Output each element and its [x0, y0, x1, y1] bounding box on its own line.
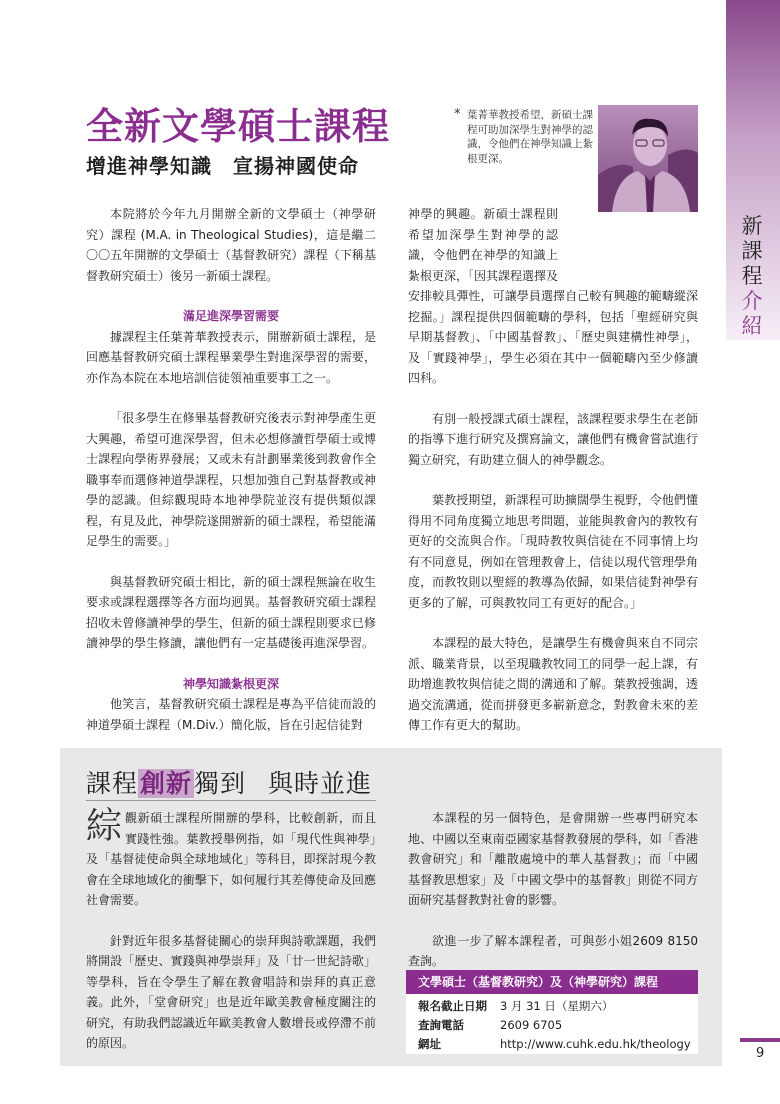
- enquiry-row-deadline: [406, 997, 698, 1016]
- paragraph: 針對近年很多基督徒關心的崇拜與詩歌課題，我們將開設「歷史、實踐與神學崇拜」及「廿一世紀詩歌」等學科，旨在令學生了解在教會唱詩和崇拜的真正意義。此外，「堂會研究」也是近年歐美教會極度關注的研究，有助我們認識近年歐美教會人數增長或停滯不前的原因。: [86, 933, 376, 1050]
- enquiry-label: 查詢電話: [418, 1018, 464, 1032]
- feature-title: [86, 764, 372, 800]
- paragraph: 與基督教研究碩士相比，新的碩士課程無論在收生要求或課程選擇等各方面均迥異。基督教研究碩士課程招收未曾修讀神學的學生，但新的碩士課程則要求已修讀神學的學生修讀，讓他們有一定基礎後再進深學習。: [86, 574, 376, 650]
- portrait-photo: [598, 105, 698, 212]
- article-subtitle: 增進神學知識 宣揚神國使命: [86, 154, 359, 178]
- website-link[interactable]: http://www.cuhk.edu.hk/theology: [500, 1037, 691, 1051]
- enquiry-label: 報名截止日期: [418, 999, 487, 1013]
- section-label-char: 程: [741, 264, 763, 288]
- feature-title-part: 獨到: [194, 769, 247, 798]
- photo-caption: [454, 108, 594, 166]
- enquiry-box: [406, 970, 698, 1054]
- enquiry-box-heading: 文學碩士（基督教研究）及（神學研究）課程: [406, 970, 698, 994]
- paragraph: 葉教授期望，新課程可助擴闊學生視野，令他們懂得用不同角度獨立地思考問題，並能與教會內的教牧有更好的交流與合作。「現時教牧與信徒在不同事情上均有不同意見，例如在管理教會上，信徒以現代管理學角度，而教牧則以聖經的教導為依歸，如果信徒對神學有更多的了解，可與教牧同工有更好的配合。」: [408, 493, 698, 610]
- section-label-char: 介: [741, 289, 763, 313]
- paragraph: 他笑言，基督教研究碩士課程是專為平信徒而設的神道學碩士課程（M.Div.）簡化版，旨在引起信徒對: [86, 697, 376, 732]
- title-divider: [86, 800, 376, 801]
- feature-column-2: [408, 808, 698, 992]
- feature-title-highlight: 創新: [140, 769, 193, 798]
- feature-column-1: [86, 808, 376, 1054]
- section-heading: 滿足進深學習需要: [182, 309, 279, 323]
- paragraph: 有別一般授課式碩士課程，該課程要求學生在老師的指導下進行研究及撰寫論文，讓他們有機會嘗試進行獨立研究，有助建立個人的神學觀念。: [408, 411, 698, 467]
- enquiry-row-website: [406, 1035, 698, 1054]
- feature-title-part: 課程: [86, 769, 139, 798]
- paragraph: [86, 808, 376, 911]
- photo-wrap-space: [558, 204, 698, 286]
- feature-title-part: 與時並進: [268, 769, 373, 798]
- enquiry-row-phone: [406, 1016, 698, 1035]
- paragraph: 本課程的最大特色，是讓學生有機會與來自不同宗派、職業背景，以至現職教牧同工的同學一起上課，有助增進教牧與信徒之間的溝通和了解。葉教授強調，透過交流溝通，從而拼發更多嶄新意念，對教會未來的差傳工作有更大的幫助。: [408, 636, 698, 732]
- section-label-char: 新: [741, 214, 763, 238]
- article-column-2: [408, 204, 698, 736]
- page-number: 9: [756, 1046, 765, 1061]
- paragraph: 本院將於今年九月開辦全新的文學碩士（神學研究）課程 (M.A. in Theological Studies)，這是繼二〇〇五年開辦的文學碩士（基督教研究）課程（下稱基督教研究碩士）後另一新碩士課程。: [86, 207, 376, 283]
- paragraph: 本課程的另一個特色，是會開辦一些專門研究本地、中國以至東南亞國家基督教發展的學科，如「香港教會研究」和「離散處境中的華人基督教」；而「中國基督教思想家」及「中國文學中的基督教」則從不同方面研究基督教對社會的影響。: [408, 811, 698, 907]
- section-label-char: 紹: [741, 314, 763, 338]
- section-heading: 神學知識紮根更深: [182, 676, 279, 691]
- page-number-rule: [740, 1038, 780, 1042]
- paragraph: 神學的興趣。新碩士課程則希望加深學生對神學的認識，令他們在神學的知識上紮根更深，「因其課程選擇及安排較具彈性，可讓學員選擇自己較有興趣的範疇縱深挖掘。」課程提供四個範疇的學科，包括「聖經研究與早期基督教」、「中國基督教」、「歷史與建構性神學」，及「實踐神學」，學生必須在其中一個範疇內至少修讀四科。: [408, 207, 698, 385]
- paragraph: 據課程主任葉菁華教授表示，開辦新碩士課程，是回應基督教研究碩士課程畢業學生對進深學習的需要，亦作為本院在本地培訓信徒領袖重要事工之一。: [86, 329, 376, 385]
- paragraph: 「很多學生在修畢基督教研究後表示對神學產生更大興趣，希望可進深學習，但未必想修讀哲學碩士或博士課程向學術界發展；又或未有計劃畢業後到教會作全職事奉而選修神道學課程，只想加強自己對基督教或神學的認識。但綜觀現時本地神學院並沒有提供類似課程，有見及此，神學院遂開辦新的碩士課程，希望能滿足學生的需要。」: [86, 411, 376, 548]
- enquiry-label: 網址: [418, 1037, 441, 1051]
- enquiry-value: 2609 6705: [500, 1018, 563, 1032]
- caption-star: *: [454, 107, 461, 122]
- section-label-char: 課: [741, 239, 763, 263]
- caption-text: 葉菁華教授希望，新碩士課程可助加深學生對神學的認識，令他們在神學知識上紮根更深。: [467, 109, 593, 165]
- article-title: 全新文學碩士課程: [86, 105, 390, 148]
- section-label: [738, 214, 766, 339]
- drop-cap: 綜: [86, 806, 123, 847]
- paragraph-text: 觀新碩士課程所開辦的學科，比較創新，而且實踐性強。葉教授舉例指，如「現代性與神學」及「基督徒使命與全球地域化」等科目，即探討現今教會在全球地域化的衝擊下，如何履行其差傳使命及回應社會需要。: [86, 811, 376, 907]
- enquiry-value: 3 月 31 日（星期六）: [500, 999, 614, 1013]
- article-column-1: [86, 204, 376, 735]
- paragraph: 欲進一步了解本課程者，可與彭小姐2609 8150查詢。: [408, 933, 698, 968]
